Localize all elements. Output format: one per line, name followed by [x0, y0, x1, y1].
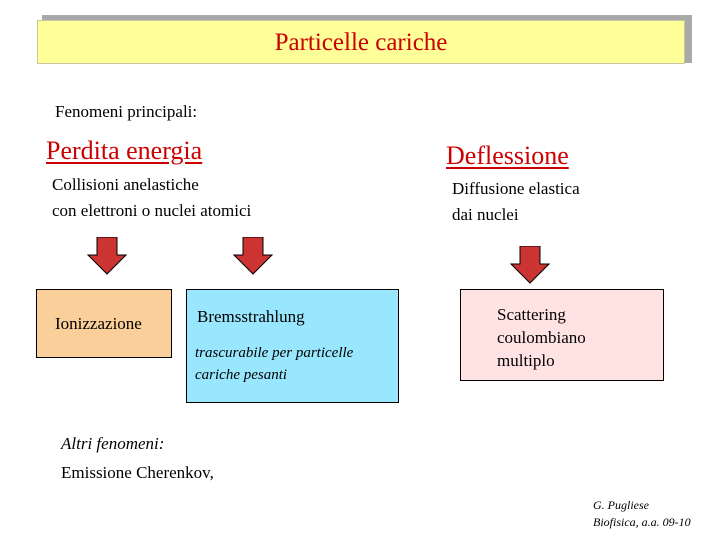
heading-deflection: Deflessione	[446, 141, 569, 170]
energy-loss-description	[52, 172, 251, 224]
bremsstrahlung-note-line1: trascurabile per particelle	[195, 345, 354, 361]
energy-loss-description-line1: Collisioni anelastiche	[52, 175, 199, 194]
scattering-label-line2: coulombiano	[497, 328, 586, 347]
other-phenomena-text: Emissione Cherenkov,	[61, 463, 214, 482]
other-phenomena-title: Altri fenomeni:	[61, 434, 165, 453]
down-arrow-icon	[233, 237, 273, 275]
ionization-label: Ionizzazione	[55, 314, 142, 333]
bremsstrahlung-note	[195, 342, 353, 386]
credit-course: Biofisica, a.a. 09-10	[593, 515, 691, 529]
bremsstrahlung-note-line2: cariche pesanti	[195, 367, 288, 383]
credit-author: G. Pugliese	[593, 498, 649, 512]
deflection-description-line1: Diffusione elastica	[452, 179, 580, 198]
scattering-label	[497, 303, 586, 372]
credit	[593, 497, 691, 531]
bremsstrahlung-label: Bremsstrahlung	[197, 307, 305, 326]
energy-loss-description-line2: con elettroni o nuclei atomici	[52, 201, 252, 220]
heading-energy-loss: Perdita energia	[46, 136, 203, 165]
scattering-label-line3: multiplo	[497, 351, 555, 370]
subtitle: Fenomeni principali:	[55, 102, 198, 121]
down-arrow-icon	[87, 237, 127, 275]
deflection-description-line2: dai nuclei	[452, 205, 519, 224]
scattering-label-line1: Scattering	[497, 305, 566, 324]
down-arrow-icon	[510, 246, 550, 284]
deflection-description	[452, 176, 580, 228]
slide-title: Particelle cariche	[274, 29, 448, 56]
